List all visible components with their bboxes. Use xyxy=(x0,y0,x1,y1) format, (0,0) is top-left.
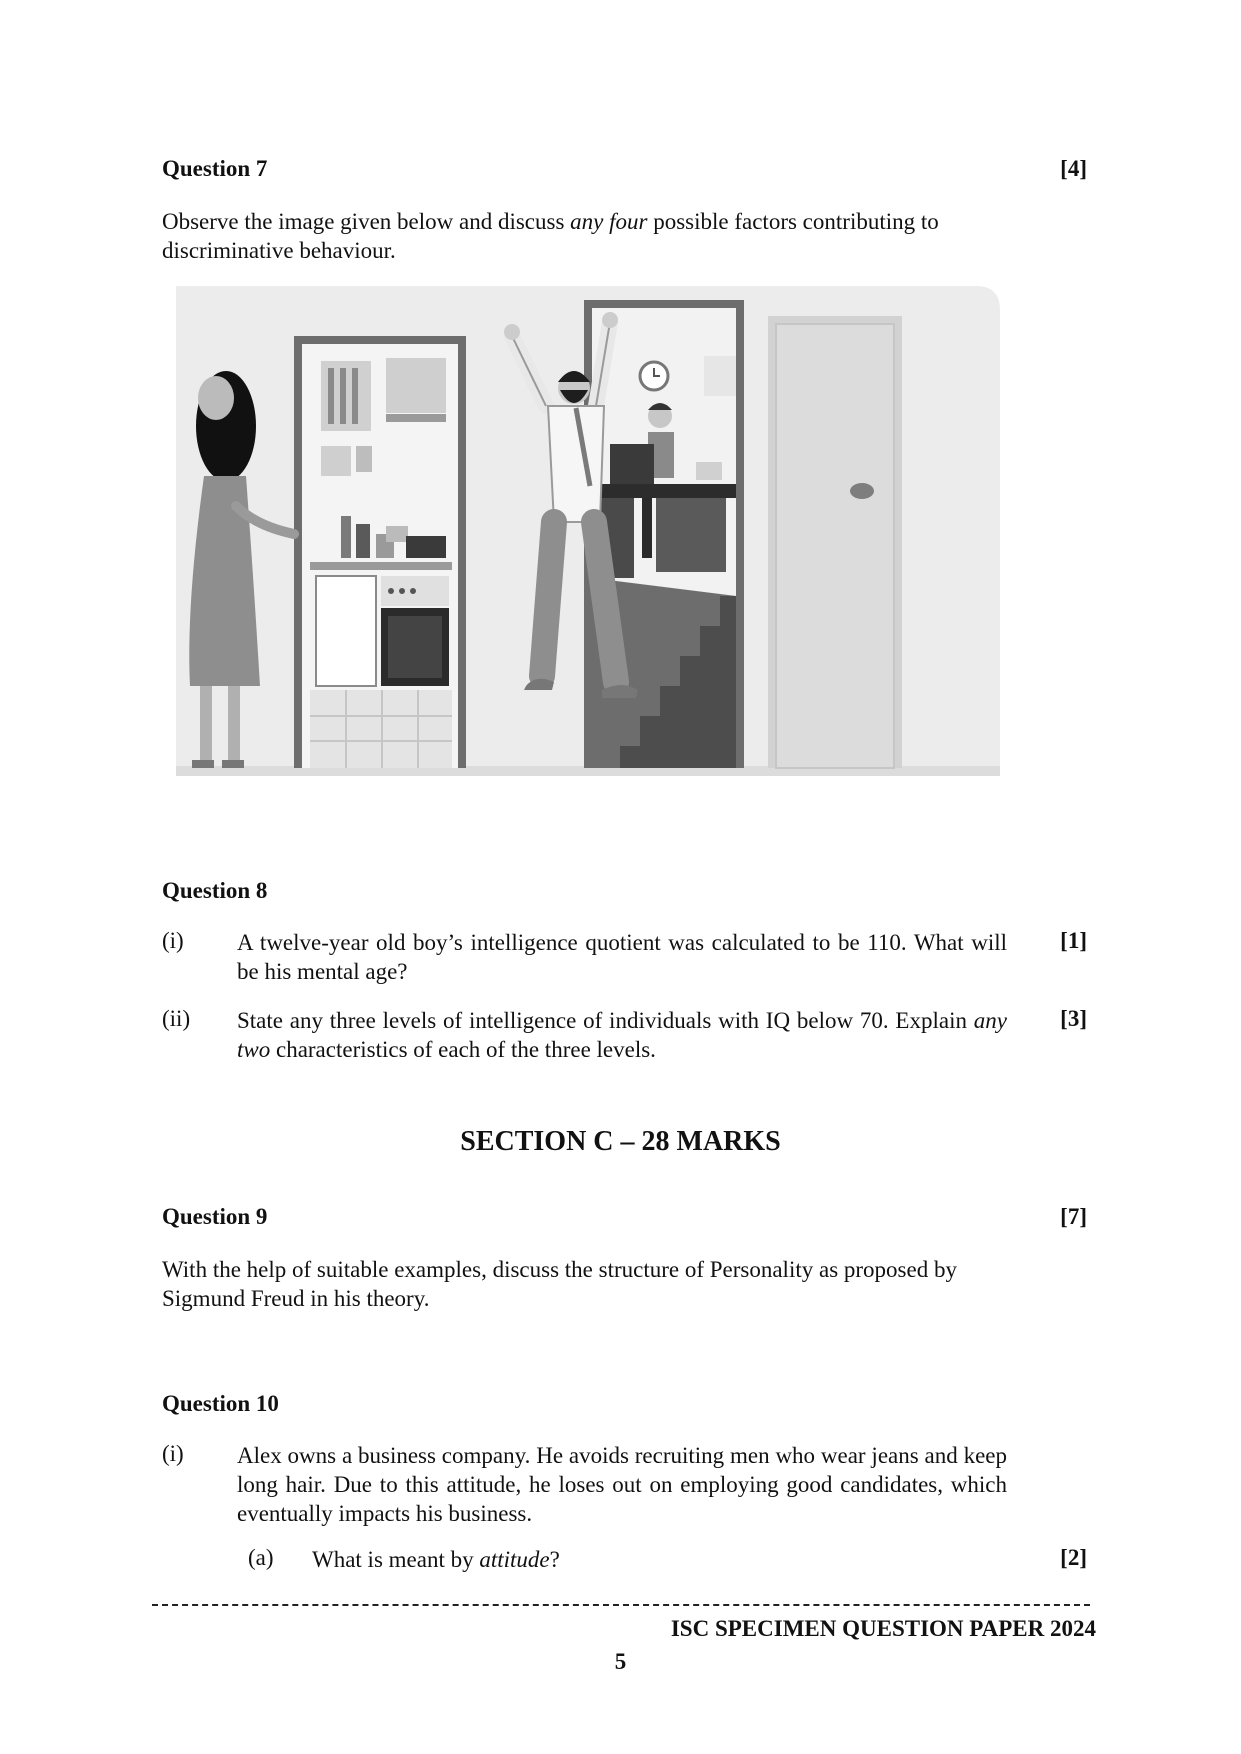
kitchen-doorway xyxy=(294,336,466,768)
subitem-marks: [2] xyxy=(1060,1545,1087,1570)
item-marks: [1] xyxy=(1060,928,1087,953)
item-text: Alex owns a business company. He avoids recruiting men who wear jeans and keep long hair. Due to this attitude, he loses out on employing good candidates, which eventually impacts his business. xyxy=(237,1443,1007,1526)
item-number: (i) xyxy=(162,928,184,953)
item-number: (ii) xyxy=(162,1006,191,1031)
question-7-marks: [4] xyxy=(1060,156,1087,181)
subitem-number: (a) xyxy=(248,1545,274,1570)
subitem-text: What is meant by attitude? xyxy=(312,1547,560,1572)
footer-divider xyxy=(152,1604,1090,1606)
footer-title: ISC SPECIMEN QUESTION PAPER 2024 xyxy=(670,1616,1096,1641)
item-text: State any three levels of intelligence of individuals with IQ below 70. Explain any two characteristics of each of the three levels. xyxy=(237,1008,1007,1062)
question-9-marks: [7] xyxy=(1060,1204,1087,1229)
question-10-subitem-a xyxy=(162,1545,1087,1577)
question-8-heading: Question 8 xyxy=(162,878,268,903)
question-7 xyxy=(162,156,1087,266)
question-7-text: Observe the image given below and discuss any four possible factors contributing to discriminative behaviour. xyxy=(162,209,939,263)
question-7-heading: Question 7 xyxy=(162,156,268,181)
closed-door xyxy=(768,316,902,768)
question-9-heading: Question 9 xyxy=(162,1204,268,1229)
discrimination-illustration xyxy=(176,286,1000,776)
question-8-item-1 xyxy=(162,928,1087,990)
question-9-text: With the help of suitable examples, discuss the structure of Personality as proposed by Sigmund Freud in his theory. xyxy=(162,1257,957,1311)
item-marks: [3] xyxy=(1060,1006,1087,1031)
question-9 xyxy=(162,1204,1087,1314)
question-10-heading: Question 10 xyxy=(162,1391,279,1416)
item-number: (i) xyxy=(162,1441,184,1466)
question-10-item-1 xyxy=(162,1441,1087,1531)
section-c-heading: SECTION C – 28 MARKS xyxy=(460,1126,781,1157)
page-number: 5 xyxy=(614,1649,627,1674)
question-8-item-2 xyxy=(162,1006,1087,1068)
item-text: A twelve-year old boy’s intelligence quotient was calculated to be 110. What will be his mental age? xyxy=(237,930,1007,984)
